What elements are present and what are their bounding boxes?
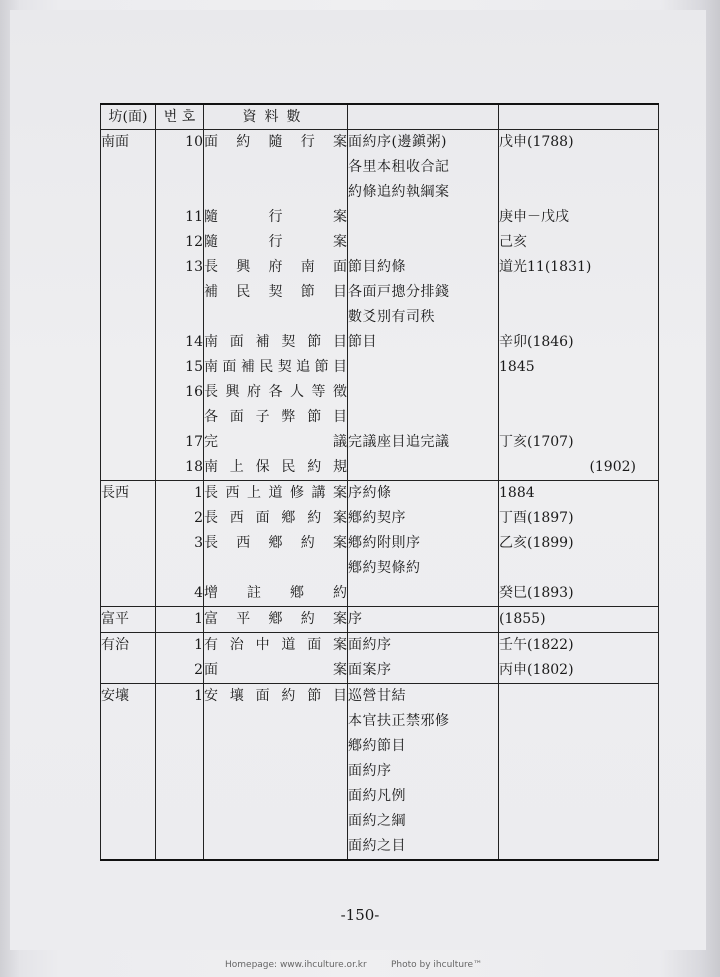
title-cell: 長西上道修講案 — [204, 481, 348, 507]
title-cell: 南上保民約規 — [204, 455, 348, 481]
number-cell: 13 — [156, 255, 204, 280]
table-row — [101, 430, 659, 455]
year-cell: 道光11(1831) — [499, 255, 659, 280]
number-cell: 1 — [156, 684, 204, 710]
header-sub-blank — [348, 104, 499, 130]
title-cell: 有治中道面案 — [204, 633, 348, 659]
header-year-blank — [499, 104, 659, 130]
table-body — [101, 130, 659, 861]
title-cell: 南面補契節目 — [204, 330, 348, 355]
year-cell — [499, 809, 659, 834]
year-cell — [499, 556, 659, 581]
subtitle-cell: 約條追約執綱案 — [348, 180, 499, 205]
subtitle-cell: 各里本租收合記 — [348, 155, 499, 180]
number-cell — [156, 759, 204, 784]
area-cell — [101, 405, 156, 430]
number-cell: 18 — [156, 455, 204, 481]
area-cell — [101, 531, 156, 556]
year-cell — [499, 734, 659, 759]
year-cell — [499, 684, 659, 710]
table-row — [101, 481, 659, 507]
homepage-credit: Homepage: www.ihculture.or.kr — [225, 960, 367, 970]
title-cell — [204, 809, 348, 834]
table-row — [101, 556, 659, 581]
table-row — [101, 531, 659, 556]
table-row — [101, 180, 659, 205]
table-row — [101, 405, 659, 430]
year-cell — [499, 759, 659, 784]
area-cell: 有治 — [101, 633, 156, 659]
table-row — [101, 734, 659, 759]
subtitle-cell — [348, 230, 499, 255]
table-row — [101, 684, 659, 710]
subtitle-cell: 鄕約節目 — [348, 734, 499, 759]
number-cell: 15 — [156, 355, 204, 380]
table-row — [101, 255, 659, 280]
table-row — [101, 834, 659, 860]
subtitle-cell: 面約序 — [348, 759, 499, 784]
subtitle-cell: 節目 — [348, 330, 499, 355]
title-cell: 隨行案 — [204, 205, 348, 230]
subtitle-cell: 鄕約附則序 — [348, 531, 499, 556]
table-row — [101, 784, 659, 809]
year-cell: 丙申(1802) — [499, 658, 659, 684]
title-cell: 富平鄕約案 — [204, 607, 348, 633]
subtitle-cell — [348, 455, 499, 481]
year-cell: 己亥 — [499, 230, 659, 255]
subtitle-cell — [348, 355, 499, 380]
area-cell — [101, 330, 156, 355]
page-number: -150- — [340, 906, 380, 924]
table-row — [101, 581, 659, 607]
number-cell — [156, 709, 204, 734]
year-cell: 癸巳(1893) — [499, 581, 659, 607]
subtitle-cell: 數爻別有司秩 — [348, 305, 499, 330]
year-cell — [499, 380, 659, 405]
title-cell — [204, 305, 348, 330]
area-cell: 長西 — [101, 481, 156, 507]
number-cell — [156, 734, 204, 759]
year-cell: 1884 — [499, 481, 659, 507]
number-cell: 3 — [156, 531, 204, 556]
title-cell: 補民契節目 — [204, 280, 348, 305]
number-cell: 4 — [156, 581, 204, 607]
year-cell — [499, 405, 659, 430]
number-cell: 16 — [156, 380, 204, 405]
header-area: 坊(面) — [101, 104, 156, 130]
table-row — [101, 607, 659, 633]
number-cell — [156, 809, 204, 834]
number-cell: 14 — [156, 330, 204, 355]
area-cell — [101, 455, 156, 481]
title-cell — [204, 834, 348, 860]
year-cell — [499, 709, 659, 734]
title-cell — [204, 734, 348, 759]
area-cell — [101, 759, 156, 784]
title-cell: 長西鄕約案 — [204, 531, 348, 556]
header-number: 번 호 — [156, 104, 204, 130]
table-row — [101, 280, 659, 305]
number-cell: 12 — [156, 230, 204, 255]
table-row — [101, 809, 659, 834]
title-cell: 長興府南面 — [204, 255, 348, 280]
number-cell: 1 — [156, 607, 204, 633]
table-row — [101, 230, 659, 255]
year-cell: 壬午(1822) — [499, 633, 659, 659]
year-cell: (1902) — [499, 455, 659, 481]
area-cell — [101, 734, 156, 759]
title-cell: 面約隨行案 — [204, 130, 348, 156]
area-cell — [101, 355, 156, 380]
subtitle-cell: 本官扶正禁邪修 — [348, 709, 499, 734]
subtitle-cell: 面約之目 — [348, 834, 499, 860]
subtitle-cell: 各面戸摠分排錢 — [348, 280, 499, 305]
title-cell — [204, 784, 348, 809]
area-cell: 富平 — [101, 607, 156, 633]
subtitle-cell: 面約之綱 — [348, 809, 499, 834]
area-cell — [101, 280, 156, 305]
year-cell: (1855) — [499, 607, 659, 633]
table-row — [101, 355, 659, 380]
title-cell — [204, 155, 348, 180]
area-cell — [101, 255, 156, 280]
year-cell: 丁酉(1897) — [499, 506, 659, 531]
area-cell — [101, 506, 156, 531]
number-cell — [156, 155, 204, 180]
year-cell: 辛卯(1846) — [499, 330, 659, 355]
title-cell: 各面子弊節目 — [204, 405, 348, 430]
archive-table — [100, 103, 659, 861]
area-cell — [101, 380, 156, 405]
subtitle-cell: 面案序 — [348, 658, 499, 684]
table-header-row — [101, 104, 659, 130]
number-cell: 11 — [156, 205, 204, 230]
table-row — [101, 380, 659, 405]
subtitle-cell — [348, 205, 499, 230]
header-title: 資料數 — [204, 104, 348, 130]
year-cell — [499, 180, 659, 205]
number-cell: 1 — [156, 481, 204, 507]
table-row — [101, 759, 659, 784]
number-cell — [156, 405, 204, 430]
table-row — [101, 130, 659, 156]
number-cell — [156, 305, 204, 330]
year-cell — [499, 155, 659, 180]
number-cell: 17 — [156, 430, 204, 455]
subtitle-cell: 節目約條 — [348, 255, 499, 280]
year-cell — [499, 305, 659, 330]
subtitle-cell — [348, 405, 499, 430]
table-row — [101, 658, 659, 684]
area-cell — [101, 581, 156, 607]
number-cell — [156, 556, 204, 581]
area-cell — [101, 180, 156, 205]
area-cell — [101, 155, 156, 180]
table-row — [101, 330, 659, 355]
title-cell — [204, 556, 348, 581]
title-cell: 長西面鄕約案 — [204, 506, 348, 531]
subtitle-cell: 鄕約契條約 — [348, 556, 499, 581]
area-cell — [101, 556, 156, 581]
subtitle-cell: 面約序 — [348, 633, 499, 659]
year-cell: 乙亥(1899) — [499, 531, 659, 556]
year-cell: 丁亥(1707) — [499, 430, 659, 455]
subtitle-cell: 序約條 — [348, 481, 499, 507]
title-cell: 隨行案 — [204, 230, 348, 255]
number-cell: 2 — [156, 506, 204, 531]
title-cell: 面案 — [204, 658, 348, 684]
table-row — [101, 205, 659, 230]
subtitle-cell — [348, 380, 499, 405]
number-cell — [156, 784, 204, 809]
area-cell — [101, 709, 156, 734]
subtitle-cell — [348, 581, 499, 607]
number-cell: 2 — [156, 658, 204, 684]
area-cell — [101, 809, 156, 834]
number-cell: 1 — [156, 633, 204, 659]
area-cell — [101, 205, 156, 230]
title-cell: 完議 — [204, 430, 348, 455]
area-cell — [101, 834, 156, 860]
year-cell: 戊申(1788) — [499, 130, 659, 156]
table-row — [101, 709, 659, 734]
subtitle-cell: 完議座目追完議 — [348, 430, 499, 455]
title-cell — [204, 709, 348, 734]
area-cell: 南面 — [101, 130, 156, 156]
subtitle-cell: 面約凡例 — [348, 784, 499, 809]
area-cell — [101, 305, 156, 330]
photo-credit: Photo by ihculture™ — [391, 960, 483, 970]
title-cell: 增註鄕約 — [204, 581, 348, 607]
year-cell — [499, 280, 659, 305]
title-cell: 長興府各人等徵 — [204, 380, 348, 405]
table-row — [101, 455, 659, 481]
year-cell: 1845 — [499, 355, 659, 380]
table-row — [101, 506, 659, 531]
area-cell — [101, 658, 156, 684]
table-row — [101, 155, 659, 180]
number-cell — [156, 180, 204, 205]
year-cell — [499, 784, 659, 809]
area-cell: 安壤 — [101, 684, 156, 710]
subtitle-cell: 面約序(邊鎭粥) — [348, 130, 499, 156]
area-cell — [101, 230, 156, 255]
year-cell — [499, 834, 659, 860]
table-row — [101, 633, 659, 659]
table-row — [101, 305, 659, 330]
number-cell: 10 — [156, 130, 204, 156]
area-cell — [101, 430, 156, 455]
title-cell — [204, 180, 348, 205]
title-cell: 南面補民契追節目 — [204, 355, 348, 380]
title-cell — [204, 759, 348, 784]
year-cell: 庚申－戊戌 — [499, 205, 659, 230]
subtitle-cell: 巡營甘結 — [348, 684, 499, 710]
title-cell: 安壤面約節目 — [204, 684, 348, 710]
subtitle-cell: 序 — [348, 607, 499, 633]
number-cell — [156, 834, 204, 860]
subtitle-cell: 鄕約契序 — [348, 506, 499, 531]
area-cell — [101, 784, 156, 809]
number-cell — [156, 280, 204, 305]
